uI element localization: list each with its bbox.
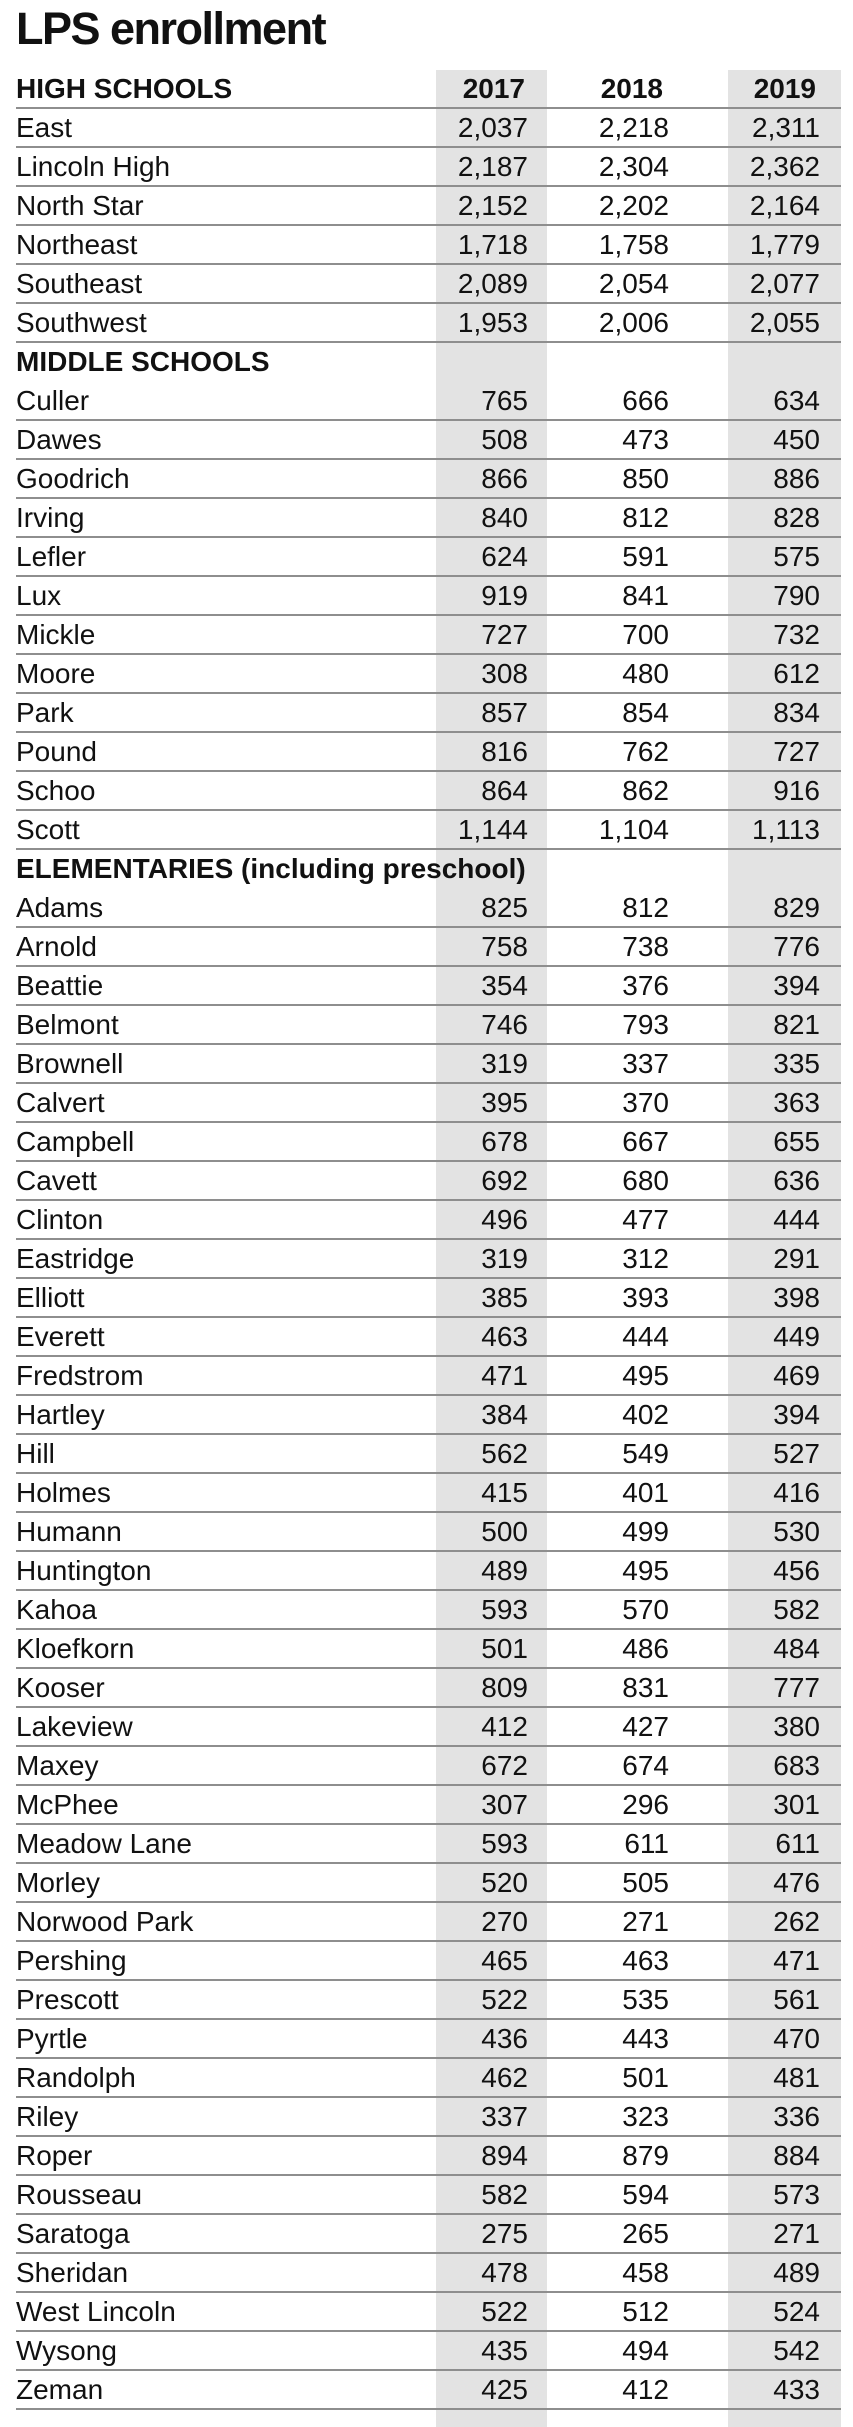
enrollment-value-2019: 777 xyxy=(773,1672,820,1703)
school-name: Huntington xyxy=(16,1555,152,1586)
enrollment-value-2019: 484 xyxy=(773,1633,820,1664)
table-row xyxy=(16,382,841,421)
school-name: Hartley xyxy=(16,1399,105,1430)
table-row xyxy=(16,187,841,226)
enrollment-value-2017: 337 xyxy=(481,2101,528,2132)
enrollment-value-2019: 573 xyxy=(773,2179,820,2210)
enrollment-value-2017: 816 xyxy=(481,736,528,767)
table-row xyxy=(16,967,841,1006)
school-name: Cavett xyxy=(16,1165,97,1196)
table-row xyxy=(16,1279,841,1318)
table-row xyxy=(16,499,841,538)
table-row xyxy=(16,1786,841,1825)
enrollment-value-2018: 443 xyxy=(622,2023,669,2054)
enrollment-value-2018: 486 xyxy=(622,1633,669,1664)
table-row xyxy=(16,1630,841,1669)
enrollment-value-2019: 1,113 xyxy=(752,814,820,845)
school-name: Brownell xyxy=(16,1048,124,1079)
school-name: Dawes xyxy=(16,424,102,455)
enrollment-value-2018: 812 xyxy=(622,502,669,533)
enrollment-value-2019: 433 xyxy=(773,2374,820,2405)
enrollment-value-2018: 473 xyxy=(622,424,669,455)
enrollment-value-2017: 692 xyxy=(481,1165,528,1196)
enrollment-value-2019: 471 xyxy=(773,1945,820,1976)
enrollment-value-2017: 866 xyxy=(481,463,528,494)
enrollment-value-2018: 463 xyxy=(622,1945,669,1976)
enrollment-value-2018: 495 xyxy=(622,1360,669,1391)
enrollment-value-2018: 591 xyxy=(622,541,669,572)
table-row xyxy=(16,1006,841,1045)
enrollment-value-2017: 270 xyxy=(481,1906,528,1937)
table-row xyxy=(16,460,841,499)
enrollment-value-2017: 919 xyxy=(481,580,528,611)
school-name: Park xyxy=(16,697,74,728)
school-name: Wysong xyxy=(16,2335,117,2366)
enrollment-value-2019: 790 xyxy=(773,580,820,611)
enrollment-value-2017: 522 xyxy=(481,1984,528,2015)
enrollment-value-2018: 535 xyxy=(622,1984,669,2015)
table-row xyxy=(16,2176,841,2215)
school-name: Randolph xyxy=(16,2062,136,2093)
enrollment-value-2018: 2,202 xyxy=(598,190,669,221)
school-name: Everett xyxy=(16,1321,105,1352)
enrollment-value-2017: 465 xyxy=(481,1945,528,1976)
school-name: McPhee xyxy=(16,1789,119,1820)
table-row xyxy=(16,1318,841,1357)
table-row xyxy=(16,1162,841,1201)
enrollment-value-2019: 683 xyxy=(773,1750,820,1781)
enrollment-value-2019: 335 xyxy=(773,1048,820,1079)
enrollment-value-2018: 323 xyxy=(622,2101,669,2132)
enrollment-value-2017: 678 xyxy=(481,1126,528,1157)
enrollment-value-2019: 271 xyxy=(773,2218,820,2249)
enrollment-value-2018: 570 xyxy=(622,1594,669,1625)
enrollment-value-2017: 412 xyxy=(481,1711,528,1742)
school-name: Holmes xyxy=(16,1477,111,1508)
school-name: Clinton xyxy=(16,1204,104,1235)
school-name: Elliott xyxy=(16,1282,85,1313)
school-name: Rousseau xyxy=(16,2179,143,2210)
enrollment-value-2019: 828 xyxy=(773,502,820,533)
enrollment-value-2017: 478 xyxy=(481,2257,528,2288)
enrollment-value-2017: 471 xyxy=(481,1360,528,1391)
enrollment-value-2019: 2,311 xyxy=(752,112,820,143)
section-label-middle-schools: MIDDLE SCHOOLS xyxy=(16,346,270,377)
enrollment-value-2019: 542 xyxy=(773,2335,820,2366)
enrollment-value-2019: 394 xyxy=(773,1399,820,1430)
enrollment-value-2017: 857 xyxy=(481,697,528,728)
enrollment-value-2017: 462 xyxy=(481,2062,528,2093)
column-header-2018: 2018 xyxy=(600,73,663,104)
enrollment-value-2018: 458 xyxy=(622,2257,669,2288)
school-name: Beattie xyxy=(16,970,104,1001)
table-row xyxy=(16,1747,841,1786)
table-row xyxy=(16,1708,841,1747)
enrollment-value-2017: 275 xyxy=(481,2218,528,2249)
enrollment-value-2018: 850 xyxy=(622,463,669,494)
school-name: Northeast xyxy=(16,229,138,260)
table-row xyxy=(16,1084,841,1123)
enrollment-value-2017: 2,037 xyxy=(457,112,528,143)
table-header-row xyxy=(16,70,841,109)
table-row xyxy=(16,1669,841,1708)
enrollment-value-2019: 916 xyxy=(773,775,820,806)
column-header-2019: 2019 xyxy=(753,73,816,104)
enrollment-value-2017: 522 xyxy=(481,2296,528,2327)
school-name: Morley xyxy=(16,1867,101,1898)
table-row xyxy=(16,1435,841,1474)
school-name: Mickle xyxy=(16,619,96,650)
school-name: Culler xyxy=(16,385,90,416)
table-row xyxy=(16,1591,841,1630)
enrollment-value-2019: 886 xyxy=(773,463,820,494)
table-row xyxy=(16,2137,841,2176)
enrollment-value-2017: 500 xyxy=(481,1516,528,1547)
table-row xyxy=(16,889,841,928)
table-row xyxy=(16,733,841,772)
enrollment-value-2019: 481 xyxy=(773,2062,820,2093)
enrollment-value-2019: 527 xyxy=(773,1438,820,1469)
enrollment-value-2019: 291 xyxy=(773,1243,820,1274)
enrollment-value-2019: 489 xyxy=(773,2257,820,2288)
enrollment-value-2018: 841 xyxy=(622,580,669,611)
enrollment-value-2017: 307 xyxy=(481,1789,528,1820)
enrollment-value-2017: 758 xyxy=(481,931,528,962)
enrollment-value-2019: 2,164 xyxy=(749,190,820,221)
enrollment-value-2017: 809 xyxy=(481,1672,528,1703)
school-name: Pyrtle xyxy=(16,2023,88,2054)
enrollment-value-2017: 2,152 xyxy=(457,190,528,221)
enrollment-value-2018: 862 xyxy=(622,775,669,806)
school-name: Pound xyxy=(16,736,97,767)
enrollment-value-2019: 2,055 xyxy=(749,307,820,338)
enrollment-value-2019: 655 xyxy=(773,1126,820,1157)
table-row xyxy=(16,1201,841,1240)
table-row xyxy=(16,1903,841,1942)
school-name: Roper xyxy=(16,2140,93,2171)
enrollment-value-2018: 674 xyxy=(622,1750,669,1781)
enrollment-value-2018: 427 xyxy=(622,1711,669,1742)
enrollment-value-2019: 829 xyxy=(773,892,820,923)
enrollment-value-2019: 380 xyxy=(773,1711,820,1742)
enrollment-value-2017: 415 xyxy=(481,1477,528,1508)
table-row xyxy=(16,2059,841,2098)
enrollment-value-2018: 854 xyxy=(622,697,669,728)
enrollment-value-2019: 476 xyxy=(773,1867,820,1898)
table-row xyxy=(16,2371,841,2410)
enrollment-value-2018: 2,054 xyxy=(598,268,669,299)
enrollment-value-2019: 394 xyxy=(773,970,820,1001)
school-name: Kahoa xyxy=(16,1594,97,1625)
enrollment-value-2018: 831 xyxy=(622,1672,669,1703)
enrollment-value-2017: 825 xyxy=(481,892,528,923)
enrollment-value-2017: 489 xyxy=(481,1555,528,1586)
enrollment-value-2018: 495 xyxy=(622,1555,669,1586)
enrollment-value-2019: 530 xyxy=(773,1516,820,1547)
enrollment-value-2019: 776 xyxy=(773,931,820,962)
enrollment-value-2018: 680 xyxy=(622,1165,669,1196)
enrollment-value-2017: 894 xyxy=(481,2140,528,2171)
table-row xyxy=(16,655,841,694)
school-name: Southwest xyxy=(16,307,147,338)
enrollment-value-2019: 2,077 xyxy=(749,268,820,299)
enrollment-value-2017: 1,953 xyxy=(457,307,528,338)
enrollment-value-2018: 271 xyxy=(622,1906,669,1937)
enrollment-value-2018: 594 xyxy=(622,2179,669,2210)
school-name: Goodrich xyxy=(16,463,130,494)
enrollment-value-2018: 499 xyxy=(622,1516,669,1547)
school-name: Hill xyxy=(16,1438,55,1469)
enrollment-value-2017: 319 xyxy=(481,1243,528,1274)
enrollment-value-2019: 449 xyxy=(773,1321,820,1352)
table-row xyxy=(16,1942,841,1981)
enrollment-value-2017: 385 xyxy=(481,1282,528,1313)
enrollment-value-2017: 463 xyxy=(481,1321,528,1352)
school-name: Sheridan xyxy=(16,2257,129,2288)
enrollment-value-2018: 2,304 xyxy=(598,151,669,182)
enrollment-value-2018: 401 xyxy=(622,1477,669,1508)
enrollment-value-2019: 575 xyxy=(773,541,820,572)
enrollment-value-2018: 549 xyxy=(622,1438,669,1469)
table-row xyxy=(16,109,841,148)
enrollment-value-2019: 1,779 xyxy=(749,229,820,260)
table-row xyxy=(16,1474,841,1513)
section-label-high-schools: HIGH SCHOOLS xyxy=(16,73,233,104)
enrollment-value-2018: 370 xyxy=(622,1087,669,1118)
enrollment-value-2019: 444 xyxy=(773,1204,820,1235)
table-row xyxy=(16,811,841,850)
enrollment-value-2019: 262 xyxy=(773,1906,820,1937)
school-name: Prescott xyxy=(16,1984,119,2015)
enrollment-value-2017: 2,089 xyxy=(457,268,528,299)
enrollment-value-2018: 480 xyxy=(622,658,669,689)
enrollment-value-2017: 384 xyxy=(481,1399,528,1430)
enrollment-value-2017: 672 xyxy=(481,1750,528,1781)
table-row xyxy=(16,1357,841,1396)
school-name: Lefler xyxy=(16,541,87,572)
enrollment-value-2017: 1,144 xyxy=(457,814,528,845)
table-row xyxy=(16,421,841,460)
enrollment-value-2019: 2,362 xyxy=(749,151,820,182)
school-name: Lincoln High xyxy=(16,151,171,182)
table-row xyxy=(16,1396,841,1435)
enrollment-value-2018: 477 xyxy=(622,1204,669,1235)
table-row xyxy=(16,1123,841,1162)
enrollment-value-2019: 336 xyxy=(773,2101,820,2132)
enrollment-value-2018: 501 xyxy=(622,2062,669,2093)
enrollment-value-2018: 505 xyxy=(622,1867,669,1898)
enrollment-value-2017: 864 xyxy=(481,775,528,806)
enrollment-value-2018: 402 xyxy=(622,1399,669,1430)
school-name: Eastridge xyxy=(16,1243,135,1274)
enrollment-value-2019: 416 xyxy=(773,1477,820,1508)
enrollment-value-2019: 470 xyxy=(773,2023,820,2054)
enrollment-value-2017: 624 xyxy=(481,541,528,572)
school-name: Kloefkorn xyxy=(16,1633,135,1664)
enrollment-value-2019: 821 xyxy=(773,1009,820,1040)
enrollment-value-2019: 611 xyxy=(775,1828,820,1859)
enrollment-value-2018: 738 xyxy=(622,931,669,962)
enrollment-value-2017: 308 xyxy=(481,658,528,689)
enrollment-value-2019: 398 xyxy=(773,1282,820,1313)
enrollment-value-2018: 879 xyxy=(622,2140,669,2171)
table-row xyxy=(16,616,841,655)
enrollment-value-2017: 436 xyxy=(481,2023,528,2054)
school-name: Moore xyxy=(16,658,96,689)
school-name: Lux xyxy=(16,580,62,611)
enrollment-value-2019: 732 xyxy=(773,619,820,650)
enrollment-value-2019: 834 xyxy=(773,697,820,728)
enrollment-value-2019: 469 xyxy=(773,1360,820,1391)
school-name: Maxey xyxy=(16,1750,99,1781)
enrollment-value-2018: 666 xyxy=(622,385,669,416)
table-row xyxy=(16,2215,841,2254)
school-name: Norwood Park xyxy=(16,1906,194,1937)
enrollment-value-2018: 1,104 xyxy=(598,814,669,845)
school-name: Southeast xyxy=(16,268,143,299)
enrollment-value-2017: 582 xyxy=(481,2179,528,2210)
enrollment-value-2018: 393 xyxy=(622,1282,669,1313)
enrollment-value-2019: 582 xyxy=(773,1594,820,1625)
enrollment-value-2017: 501 xyxy=(481,1633,528,1664)
table-row xyxy=(16,2332,841,2371)
school-name: Arnold xyxy=(16,931,97,962)
enrollment-value-2018: 812 xyxy=(622,892,669,923)
enrollment-value-2019: 884 xyxy=(773,2140,820,2171)
enrollment-value-2017: 746 xyxy=(481,1009,528,1040)
enrollment-value-2018: 296 xyxy=(622,1789,669,1820)
section-label-elementaries: ELEMENTARIES (including preschool) xyxy=(16,853,526,884)
enrollment-value-2017: 727 xyxy=(481,619,528,650)
enrollment-value-2017: 425 xyxy=(481,2374,528,2405)
school-name: Scott xyxy=(16,814,80,845)
enrollment-value-2017: 508 xyxy=(481,424,528,455)
table-row xyxy=(16,928,841,967)
section-header-row xyxy=(16,343,841,382)
enrollment-value-2017: 593 xyxy=(481,1828,528,1859)
enrollment-value-2019: 636 xyxy=(773,1165,820,1196)
table-row xyxy=(16,1513,841,1552)
enrollment-value-2019: 524 xyxy=(773,2296,820,2327)
enrollment-value-2018: 265 xyxy=(622,2218,669,2249)
enrollment-value-2018: 494 xyxy=(622,2335,669,2366)
school-name: West Lincoln xyxy=(16,2296,176,2327)
table-row xyxy=(16,1864,841,1903)
enrollment-value-2018: 611 xyxy=(624,1828,669,1859)
enrollment-value-2017: 1,718 xyxy=(457,229,528,260)
enrollment-value-2018: 762 xyxy=(622,736,669,767)
table-row xyxy=(16,148,841,187)
school-name: Riley xyxy=(16,2101,79,2132)
school-name: Adams xyxy=(16,892,104,923)
school-name: North Star xyxy=(16,190,144,221)
enrollment-value-2017: 435 xyxy=(481,2335,528,2366)
enrollment-value-2017: 593 xyxy=(481,1594,528,1625)
school-name: Fredstrom xyxy=(16,1360,144,1391)
school-name: Calvert xyxy=(16,1087,105,1118)
enrollment-value-2019: 456 xyxy=(773,1555,820,1586)
school-name: Meadow Lane xyxy=(16,1828,192,1859)
enrollment-value-2019: 561 xyxy=(773,1984,820,2015)
enrollment-value-2017: 395 xyxy=(481,1087,528,1118)
enrollment-value-2019: 363 xyxy=(773,1087,820,1118)
enrollment-value-2018: 700 xyxy=(622,619,669,650)
table-row xyxy=(16,1825,841,1864)
table-row xyxy=(16,2098,841,2137)
enrollment-value-2018: 667 xyxy=(622,1126,669,1157)
enrollment-value-2018: 337 xyxy=(622,1048,669,1079)
enrollment-value-2019: 634 xyxy=(773,385,820,416)
table-row xyxy=(16,265,841,304)
enrollment-value-2017: 520 xyxy=(481,1867,528,1898)
table-row xyxy=(16,694,841,733)
enrollment-value-2017: 354 xyxy=(481,970,528,1001)
school-name: Belmont xyxy=(16,1009,119,1040)
school-name: Irving xyxy=(16,502,85,533)
enrollment-value-2019: 450 xyxy=(773,424,820,455)
school-name: Campbell xyxy=(16,1126,135,1157)
enrollment-value-2017: 562 xyxy=(481,1438,528,1469)
page-title: LPS enrollment xyxy=(16,3,326,54)
enrollment-value-2019: 612 xyxy=(773,658,820,689)
table-row xyxy=(16,577,841,616)
enrollment-value-2018: 2,006 xyxy=(598,307,669,338)
table-row xyxy=(16,772,841,811)
school-name: Zeman xyxy=(16,2374,104,2405)
table-row xyxy=(16,226,841,265)
enrollment-value-2019: 301 xyxy=(773,1789,820,1820)
enrollment-value-2017: 840 xyxy=(481,502,528,533)
enrollment-value-2017: 496 xyxy=(481,1204,528,1235)
enrollment-value-2017: 2,187 xyxy=(457,151,528,182)
table-row xyxy=(16,1552,841,1591)
school-name: Pershing xyxy=(16,1945,127,1976)
enrollment-value-2019: 727 xyxy=(773,736,820,767)
table-row xyxy=(16,538,841,577)
table-row xyxy=(16,1045,841,1084)
enrollment-value-2018: 412 xyxy=(622,2374,669,2405)
school-name: Saratoga xyxy=(16,2218,130,2249)
table-row xyxy=(16,2020,841,2059)
column-header-2017: 2017 xyxy=(462,73,525,104)
enrollment-value-2017: 319 xyxy=(481,1048,528,1079)
school-name: Schoo xyxy=(16,775,96,806)
table-row xyxy=(16,2293,841,2332)
enrollment-value-2018: 793 xyxy=(622,1009,669,1040)
enrollment-value-2018: 376 xyxy=(622,970,669,1001)
school-name: Humann xyxy=(16,1516,122,1547)
school-name: Kooser xyxy=(16,1672,105,1703)
school-name: Lakeview xyxy=(16,1711,133,1742)
enrollment-value-2018: 312 xyxy=(622,1243,669,1274)
enrollment-table xyxy=(16,70,841,2410)
school-name: East xyxy=(16,112,73,143)
section-header-row xyxy=(16,850,841,889)
enrollment-value-2018: 444 xyxy=(622,1321,669,1352)
enrollment-value-2018: 512 xyxy=(622,2296,669,2327)
table-row xyxy=(16,2254,841,2293)
enrollment-value-2017: 765 xyxy=(481,385,528,416)
table-row xyxy=(16,304,841,343)
table-row xyxy=(16,1981,841,2020)
table-row xyxy=(16,1240,841,1279)
enrollment-value-2018: 1,758 xyxy=(598,229,669,260)
enrollment-value-2018: 2,218 xyxy=(598,112,669,143)
